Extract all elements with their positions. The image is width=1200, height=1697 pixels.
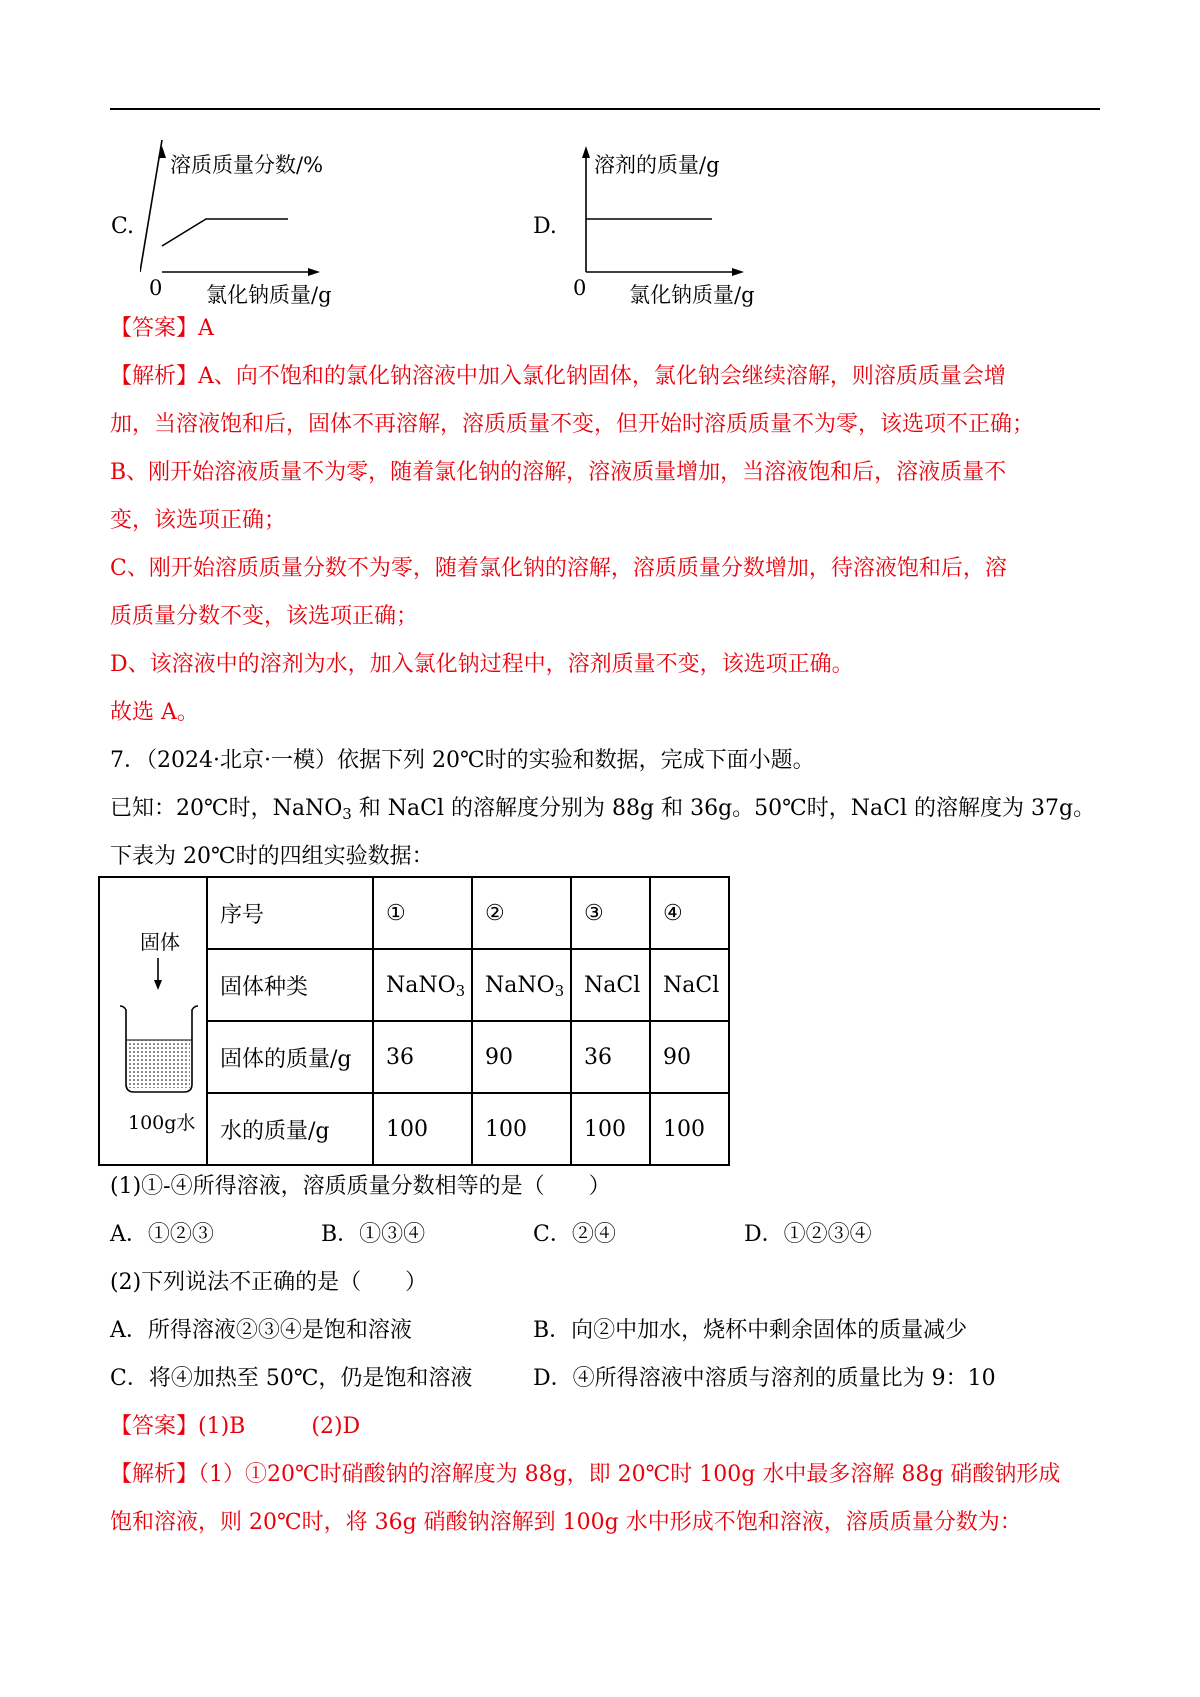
q7-answer: 【答案】(1)B (2)D <box>110 1414 361 1439</box>
beaker-icon <box>108 958 208 1098</box>
q7-analysis-line: 饱和溶液，则 20℃时，将 36g 硝酸钠溶解到 100g 水中形成不饱和溶液，溶质质量分数为： <box>110 1510 1022 1535</box>
row-header: 序号 <box>207 877 373 949</box>
table-cell: NaCl <box>650 949 729 1021</box>
q7-sub1-option-a: A．①②③ <box>110 1222 214 1247</box>
q6-answer: 【答案】A <box>110 316 214 341</box>
table-cell: NaCl <box>571 949 650 1021</box>
beaker-bottom-label: 100g水 <box>128 1112 196 1134</box>
option-c-label: C. <box>111 214 135 239</box>
table-cell: NaNO$_3$ <box>472 949 571 1021</box>
q7-table-intro: 下表为 20℃时的四组实验数据： <box>110 844 434 869</box>
table-cell: NaNO$_3$ <box>373 949 472 1021</box>
q7-sub1-option-c: C．②④ <box>533 1222 616 1247</box>
table-cell: 90 <box>650 1021 729 1093</box>
option-d-origin: 0 <box>573 276 587 300</box>
q7-sub2-option-d: D．④所得溶液中溶质与溶剂的质量比为 9：10 <box>533 1366 996 1391</box>
table-cell: 100 <box>373 1093 472 1165</box>
table-cell: 36 <box>373 1021 472 1093</box>
q7-sub1-option-d: D．①②③④ <box>744 1222 872 1247</box>
experiment-table <box>98 876 730 1166</box>
option-c-xlabel: 氯化钠质量/g <box>206 283 332 307</box>
q6-analysis-line: 故选 A。 <box>110 700 199 725</box>
q7-sub1-question: (1)①-④所得溶液，溶质质量分数相等的是（ ） <box>110 1174 611 1199</box>
q7-known: 已知：20℃时，NaNO$_3$ 和 NaCl 的溶解度分别为 88g 和 36g。50℃时，NaCl 的溶解度为 37g。 <box>110 796 1096 823</box>
q7-sub1-option-b: B．①③④ <box>321 1222 426 1247</box>
table-cell: ② <box>472 877 571 949</box>
q7-analysis-line: 【解析】（1）①20℃时硝酸钠的溶解度为 88g，即 20℃时 100g 水中最多溶解 88g 硝酸钠形成 <box>110 1462 1061 1487</box>
q6-analysis-line: C、刚开始溶质质量分数不为零，随着氯化钠的溶解，溶质质量分数增加，待溶液饱和后，溶 <box>110 556 1007 581</box>
q6-analysis-line: 【解析】A、向不饱和的氯化钠溶液中加入氯化钠固体，氯化钠会继续溶解，则溶质质量会增 <box>110 364 1006 389</box>
table-cell: 100 <box>650 1093 729 1165</box>
table-cell: ① <box>373 877 472 949</box>
q6-analysis-line: D、该溶液中的溶剂为水，加入氯化钠过程中，溶剂质量不变，该选项正确。 <box>110 652 854 677</box>
option-d-xlabel: 氯化钠质量/g <box>629 283 755 307</box>
option-d-ylabel: 溶剂的质量/g <box>594 153 720 177</box>
table-cell: 90 <box>472 1021 571 1093</box>
table-cell: 100 <box>472 1093 571 1165</box>
q7-sub2-option-b: B．向②中加水，烧杯中剩余固体的质量减少 <box>533 1318 968 1343</box>
table-cell: 36 <box>571 1021 650 1093</box>
q6-analysis-line: 加，当溶液饱和后，固体不再溶解，溶质质量不变，但开始时溶质质量不为零，该选项不正确； <box>110 412 1035 437</box>
table-cell: ④ <box>650 877 729 949</box>
q7-sub2-question: (2)下列说法不正确的是（ ） <box>110 1270 428 1295</box>
q7-sub2-option-a: A．所得溶液②③④是饱和溶液 <box>110 1318 412 1343</box>
q6-analysis-line: 变，该选项正确； <box>110 508 287 533</box>
option-c-ylabel: 溶质质量分数/% <box>170 153 324 177</box>
header-rule <box>110 108 1100 110</box>
table-row <box>99 877 729 949</box>
row-header: 水的质量/g <box>207 1093 373 1165</box>
q7-stem: 7．（2024·北京·一模）依据下列 20℃时的实验和数据，完成下面小题。 <box>110 748 815 773</box>
beaker-top-label: 固体 <box>140 930 180 954</box>
beaker-cell <box>99 877 207 1165</box>
option-c-curve <box>162 219 288 246</box>
option-d-label: D. <box>533 214 557 239</box>
option-c-origin: 0 <box>149 276 163 300</box>
q6-analysis-line: 质质量分数不变，该选项正确； <box>110 604 419 629</box>
row-header: 固体的质量/g <box>207 1021 373 1093</box>
table-cell: 100 <box>571 1093 650 1165</box>
q7-sub2-option-c: C．将④加热至 50℃，仍是饱和溶液 <box>110 1366 473 1391</box>
q6-analysis-line: B、刚开始溶液质量不为零，随着氯化钠的溶解，溶液质量增加，当溶液饱和后，溶液质量不 <box>110 460 1007 485</box>
row-header: 固体种类 <box>207 949 373 1021</box>
table-cell: ③ <box>571 877 650 949</box>
